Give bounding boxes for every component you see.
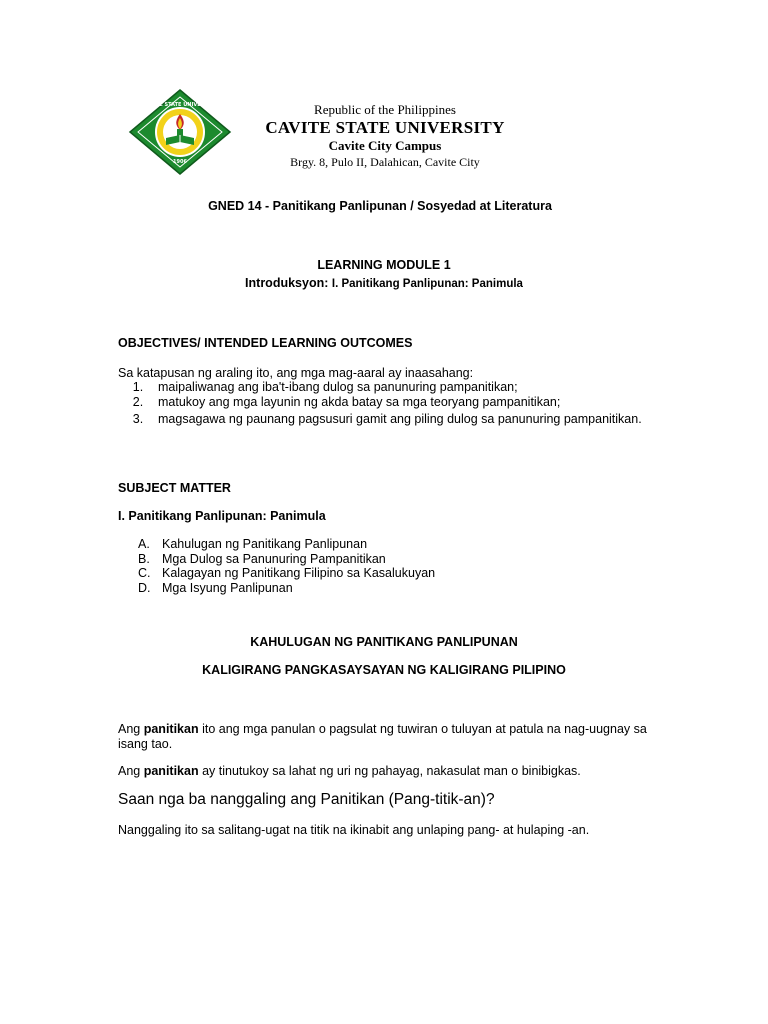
p1-post: ito ang mga panulan o pagsulat ng tuwiran o tuluyan at patula na nag-uugnay sa isang tao. xyxy=(118,722,647,751)
subject-item xyxy=(138,566,435,581)
objective-item xyxy=(118,395,653,410)
module-title: LEARNING MODULE 1 xyxy=(317,258,451,272)
objective-item xyxy=(118,380,653,395)
subject-text: Mga Isyung Panlipunan xyxy=(162,580,293,595)
subject-text: Kahulugan ng Panitikang Panlipunan xyxy=(162,537,368,551)
paragraph-panitikan-2 xyxy=(118,764,653,779)
course-title: GNED 14 - Panitikang Panlipunan / Sosyedad at Literatura xyxy=(208,199,552,213)
university-name: CAVITE STATE UNIVERSITY xyxy=(265,118,505,137)
p1-bold: panitikan xyxy=(143,722,199,736)
subject-text: Mga Dulog sa Panunuring Pampanitikan xyxy=(162,551,386,566)
objective-number: 3. xyxy=(132,412,144,426)
question-line: Saan nga ba nanggaling ang Panitikan (Pang-titik-an)? xyxy=(118,791,495,808)
p2-bold: panitikan xyxy=(143,764,199,778)
module-intro xyxy=(118,276,650,290)
paragraph-panitikan-1 xyxy=(118,722,653,752)
objective-text: matukoy ang mga layunin ng akda batay sa mga teoryang pampanitikan; xyxy=(158,395,561,409)
subject-heading: SUBJECT MATTER xyxy=(118,481,231,495)
section-heading-kaligirang: KALIGIRANG PANGKASAYSAYAN NG KALIGIRANG PILIPINO xyxy=(202,663,566,677)
intro-label: Introduksyon: xyxy=(245,276,329,290)
subject-item xyxy=(138,537,435,552)
seal-text-top: CAVITE STATE UNIVERSITY xyxy=(143,102,217,108)
objective-number: 1. xyxy=(132,380,144,394)
subject-letter: B. xyxy=(138,551,150,566)
intro-value: I. Panitikang Panlipunan: Panimula xyxy=(331,278,523,290)
subject-letter: D. xyxy=(138,580,151,595)
objective-text: maipaliwanag ang iba't-ibang dulog sa panunuring pampanitikan; xyxy=(158,380,518,394)
subject-item xyxy=(138,552,435,567)
objectives-list xyxy=(118,380,653,428)
subject-letter: C. xyxy=(138,566,151,581)
objectives-heading: OBJECTIVES/ INTENDED LEARNING OUTCOMES xyxy=(118,336,413,350)
p2-post: ay tinutukoy sa lahat ng uri ng pahayag, nakasulat man o binibigkas. xyxy=(198,764,581,778)
objective-item xyxy=(118,410,653,428)
objective-number: 2. xyxy=(132,395,144,409)
section-heading-kahulugan: KAHULUGAN NG PANITIKANG PANLIPUNAN xyxy=(250,635,518,649)
objectives-lead: Sa katapusan ng araling ito, ang mga mag-aaral ay inaasahang: xyxy=(118,366,474,380)
university-seal xyxy=(128,88,232,176)
subject-subheading: I. Panitikang Panlipunan: Panimula xyxy=(118,509,326,523)
p1-pre: Ang xyxy=(118,722,144,736)
subject-letter: A. xyxy=(138,537,150,551)
republic-line: Republic of the Philippines xyxy=(314,102,456,117)
subject-item xyxy=(138,581,435,596)
subject-text: Kalagayan ng Panitikang Filipino sa Kasalukuyan xyxy=(162,566,436,581)
subject-list xyxy=(138,537,435,595)
p2-pre: Ang xyxy=(118,764,144,778)
paragraph-origin: Nanggaling ito sa salitang-ugat na titik na ikinabit ang unlaping pang- at hulaping -an. xyxy=(118,823,590,837)
campus-name: Cavite City Campus xyxy=(328,138,442,153)
campus-address: Brgy. 8, Pulo II, Dalahican, Cavite City xyxy=(290,155,480,169)
objective-text: magsagawa ng paunang pagsusuri gamit ang piling dulog sa panunuring pampanitikan. xyxy=(158,412,642,426)
seal-text-bottom: 1906 xyxy=(173,159,187,165)
